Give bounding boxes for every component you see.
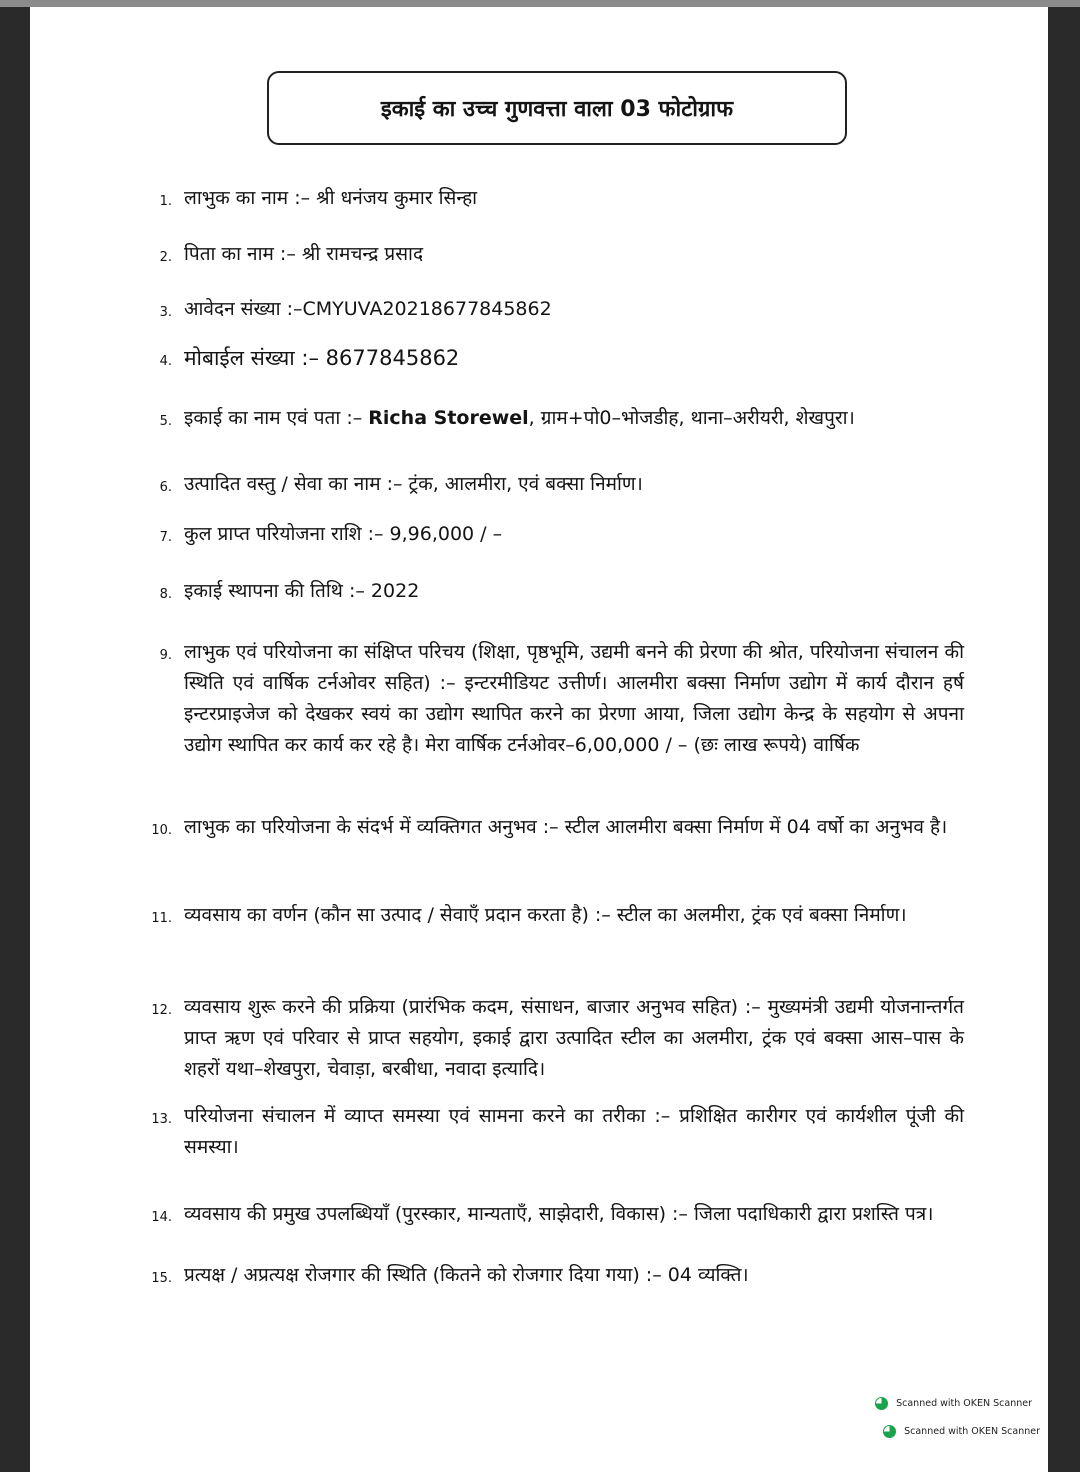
item-number: 5. <box>159 414 172 429</box>
item-text: इकाई स्थापना की तिथि :– 2022 <box>184 580 420 602</box>
item-number: 6. <box>159 480 172 495</box>
item-text-suffix: , ग्राम+पो0–भोजडीह, थाना–अरीयरी, शेखपुरा। <box>528 407 855 429</box>
item-text: परियोजना संचालन में व्याप्त समस्या एवं सामना करने का तरीका :– प्रशिक्षित कारीगर एवं कार्यशील पूंजी की समस्या। <box>184 1105 964 1158</box>
item-text: आवेदन संख्या :–CMYUVA20218677845862 <box>184 298 552 320</box>
item-text: व्यवसाय का वर्णन (कौन सा उत्पाद / सेवाएँ प्रदान करता है) :– स्टील का अलमीरा, ट्रंक एवं बक्सा निर्माण। <box>184 904 907 926</box>
item-text: व्यवसाय शुरू करने की प्रक्रिया (प्रारंभिक कदम, संसाधन, बाजार अनुभव सहित) :– मुख्यमंत्री उद्यमी योजनान्तर्गत प्राप्त ऋण एवं परिवार से प्राप्त सहयोग, इकाई द्वारा उत्पादित स्टील का अलमीरा, ट्रंक एवं बक्सा आस–पास के शहरों यथा–शेखपुरा, चेवाड़ा, बरबीधा, नवादा इत्यादि। <box>184 996 964 1080</box>
oken-scanner-icon <box>883 1425 896 1438</box>
item-number: 14. <box>151 1210 172 1225</box>
scanner-watermark-text: Scanned with OKEN Scanner <box>904 1426 1040 1437</box>
item-text: मोबाईल संख्या :– 8677845862 <box>184 346 460 370</box>
item-text: पिता का नाम :– श्री रामचन्द्र प्रसाद <box>184 243 424 265</box>
title-box <box>267 71 847 145</box>
item-text: लाभुक का नाम :– श्री धनंजय कुमार सिन्हा <box>184 187 478 209</box>
scan-top-edge <box>0 0 1080 7</box>
item-number: 15. <box>151 1271 172 1286</box>
item-number: 3. <box>159 305 172 320</box>
item-number: 11. <box>151 911 172 926</box>
item-number: 13. <box>151 1112 172 1127</box>
item-number: 7. <box>159 530 172 545</box>
item-number: 8. <box>159 587 172 602</box>
document-page <box>30 7 1048 1472</box>
item-text: व्यवसाय की प्रमुख उपलब्धियाँ (पुरस्कार, मान्यताएँ, साझेदारी, विकास) :– जिला पदाधिकारी द्वारा प्रशस्ति पत्र। <box>184 1203 934 1225</box>
item-number: 2. <box>159 250 172 265</box>
item-text-prefix: इकाई का नाम एवं पता :– <box>184 407 369 429</box>
item-text: प्रत्यक्ष / अप्रत्यक्ष रोजगार की स्थिति (कितने को रोजगार दिया गया) :– 04 व्यक्ति। <box>184 1264 749 1286</box>
item-text: कुल प्राप्त परियोजना राशि :– 9,96,000 / – <box>184 523 503 545</box>
scanner-watermark <box>883 1425 1040 1438</box>
unit-name: Richa Storewel <box>368 407 529 429</box>
item-text: उत्पादित वस्तु / सेवा का नाम :– ट्रंक, आलमीरा, एवं बक्सा निर्माण। <box>184 473 643 495</box>
document-title: इकाई का उच्च गुणवत्ता वाला 03 फोटोग्राफ <box>380 97 734 122</box>
item-number: 4. <box>159 354 172 369</box>
item-number: 1. <box>159 194 172 209</box>
oken-scanner-icon <box>875 1397 888 1410</box>
item-text: लाभुक का परियोजना के संदर्भ में व्यक्तिगत अनुभव :– स्टील आलमीरा बक्सा निर्माण में 04 वर्षो का अनुभव है। <box>184 816 948 838</box>
scanner-watermark-text: Scanned with OKEN Scanner <box>896 1398 1032 1409</box>
item-number: 12. <box>151 1003 172 1018</box>
item-text: लाभुक एवं परियोजना का संक्षिप्त परिचय (शिक्षा, पृष्ठभूमि, उद्यमी बनने की प्रेरणा की श्रोत, परियोजना संचालन की स्थिति एवं वार्षिक टर्नओवर सहित) :– इन्टरमीडियट उत्तीर्ण। आलमीरा बक्सा निर्माण उद्योग में कार्य दौरान हर्ष इन्टरप्राइजेज को देखकर स्वयं का उद्योग स्थापित करने का प्रेरणा आया, जिला उद्योग केन्द्र के सहयोग से अपना उद्योग स्थापित कर कार्य कर रहे है। मेरा वार्षिक टर्नओवर–6,00,000 / – (छः लाख रूपये) वार्षिक <box>184 641 964 756</box>
item-number: 10. <box>151 823 172 838</box>
scanner-watermark <box>875 1397 1032 1410</box>
item-number: 9. <box>159 648 172 663</box>
item-text <box>184 403 964 434</box>
